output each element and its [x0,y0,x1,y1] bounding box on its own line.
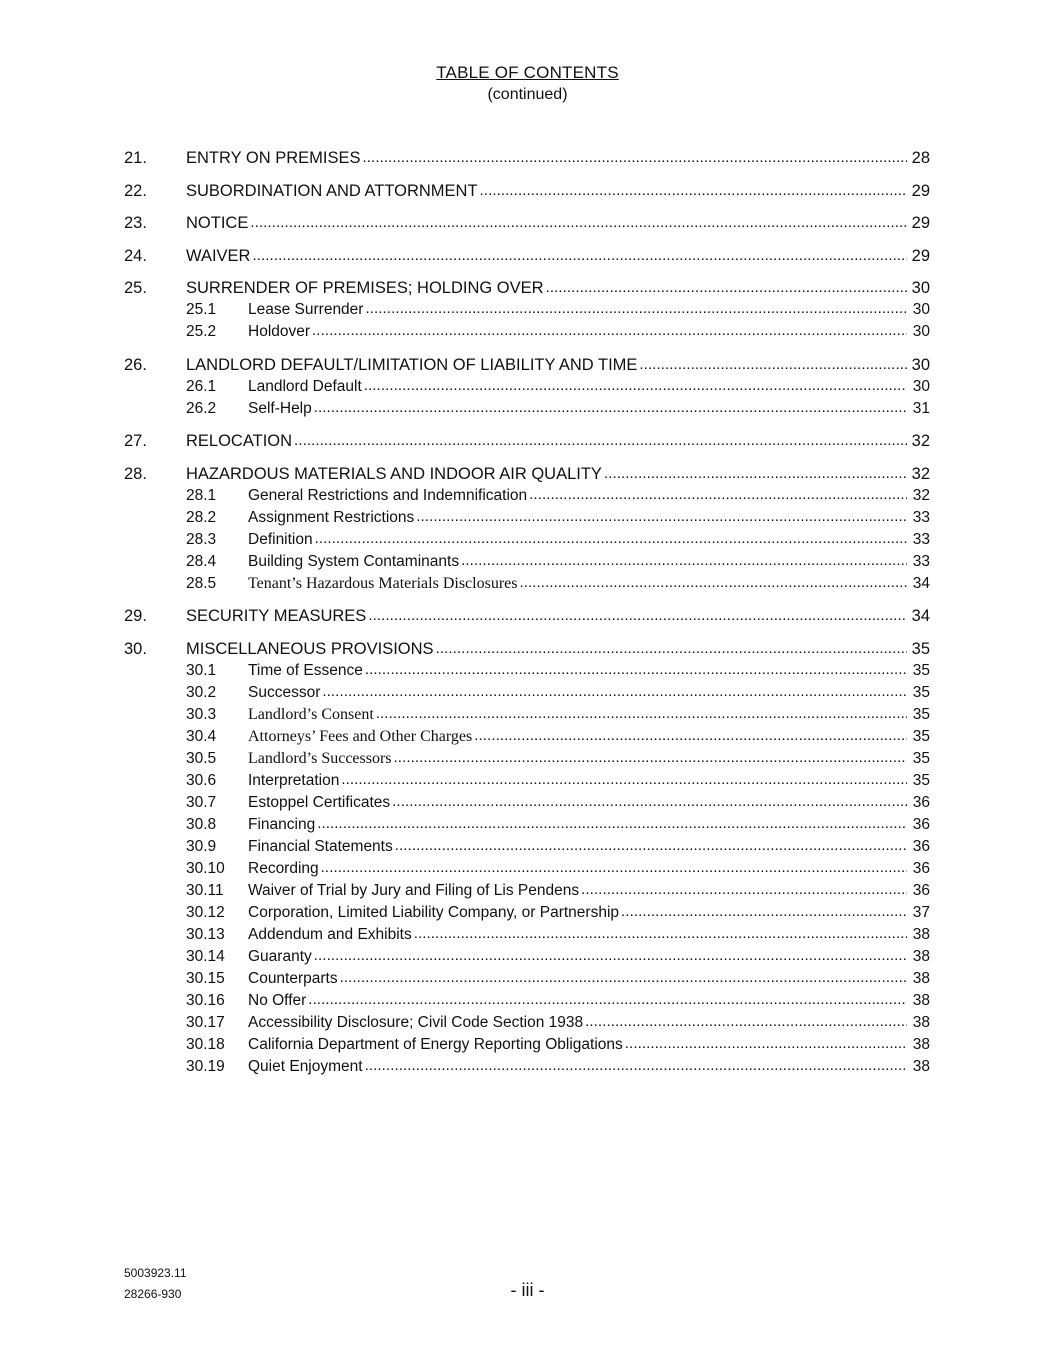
toc-entry-label: Time of Essence [248,661,363,679]
toc-entry-label: California Department of Energy Reporting Obligations [248,1035,623,1053]
toc-entry-label: Interpretation [248,771,340,789]
toc-subsection-entry[interactable] [124,770,930,792]
toc-entry-label: SECURITY MEASURES [186,607,367,625]
toc-entry-page: 32 [911,432,930,450]
toc-subsection-entry[interactable] [124,529,930,551]
toc-entry-number: 30.2 [186,683,217,701]
toc-entry-page: 38 [912,925,930,943]
toc-section-entry[interactable] [124,638,930,660]
toc-entry-number: 30.9 [186,837,217,855]
toc-entry-number: 22. [124,181,147,200]
toc-subsection-entry[interactable] [124,946,930,968]
toc-subsection-entry[interactable] [124,968,930,990]
toc-subsection-entry[interactable] [124,924,930,946]
table-of-contents [124,147,930,1078]
toc-entry-label: Recording [248,859,319,877]
dot-leader [461,550,907,572]
toc-entry-label: ENTRY ON PREMISES [186,149,361,167]
toc-entry-number: 24. [124,246,147,265]
toc-entry-page: 38 [912,1057,930,1075]
toc-entry-page: 33 [912,552,930,570]
toc-entry-page: 30 [912,377,930,395]
toc-entry-page: 30 [911,279,930,297]
toc-entry-number: 28.1 [186,486,217,504]
toc-section-entry[interactable] [124,180,930,202]
toc-section-entry[interactable] [124,605,930,627]
toc-entry-label: Holdover [248,323,311,340]
toc-section-entry[interactable] [124,354,930,376]
toc-subsection-entry[interactable] [124,814,930,836]
toc-entry-number: 30.19 [186,1057,225,1075]
toc-entry-page: 33 [912,508,930,526]
dot-leader [581,879,907,901]
toc-entry-number: 30.13 [186,925,225,943]
toc-entry-page: 29 [911,214,930,232]
toc-subsection-entry[interactable] [124,1034,930,1056]
toc-entry-page: 32 [912,486,930,504]
toc-entry-number: 28.3 [186,530,217,548]
toc-section-entry[interactable] [124,147,930,169]
dot-leader [474,725,907,747]
dot-leader [363,146,907,169]
dot-leader [621,901,907,923]
toc-entry-page: 30 [912,301,930,318]
dot-leader [365,659,907,681]
toc-entry-number: 30.4 [186,727,217,745]
toc-subsection-entry[interactable] [124,1012,930,1034]
toc-entry-number: 23. [124,214,147,232]
dot-leader [340,967,907,989]
dot-leader [321,857,907,879]
dot-leader [604,462,907,485]
dot-leader [314,945,907,967]
dot-leader [341,769,907,791]
dot-leader [322,681,907,703]
toc-entry-label: Counterparts [248,969,338,987]
toc-entry-label: Landlord’s Successors [248,749,392,767]
toc-entry-label: Landlord Default [248,377,362,395]
dot-leader [250,211,907,234]
toc-entry-page: 33 [912,530,930,548]
toc-entry-label: Attorneys’ Fees and Other Charges [248,727,473,745]
toc-entry-label: Estoppel Certificates [248,793,391,811]
toc-section-entry[interactable] [124,245,930,267]
dot-leader [314,397,907,419]
toc-entry-page: 35 [912,771,930,789]
toc-entry-number: 30.1 [186,661,217,679]
toc-subsection-entry[interactable] [124,299,930,321]
dot-leader [365,298,907,320]
dot-leader [416,506,907,528]
toc-subsection-entry[interactable] [124,551,930,573]
toc-entry-label: Quiet Enjoyment [248,1057,363,1075]
toc-subsection-entry[interactable] [124,880,930,902]
toc-entry-label: No Offer [248,991,307,1009]
toc-subsection-entry[interactable] [124,902,930,924]
toc-entry-page: 34 [912,574,930,592]
dot-leader [414,923,907,945]
toc-entry-label: Definition [248,530,313,548]
toc-entry-page: 38 [912,947,930,965]
toc-entry-page: 30 [911,355,930,374]
dot-leader [546,276,907,299]
toc-entry-number: 30.6 [186,771,217,789]
toc-entry-number: 30.18 [186,1035,225,1053]
toc-entry-label: Accessibility Disclosure; Civil Code Section 1938 [248,1013,584,1031]
toc-entry-number: 29. [124,607,147,625]
toc-entry-number: 28.2 [186,508,217,526]
toc-subsection-entry[interactable] [124,748,930,770]
toc-entry-number: 30.16 [186,991,225,1009]
toc-entry-page: 35 [912,749,930,767]
dot-leader [625,1033,907,1055]
dot-leader [317,813,907,835]
toc-entry-page: 35 [912,661,930,679]
toc-subsection-entry[interactable] [124,485,930,507]
toc-entry-number: 30.12 [186,903,225,921]
toc-entry-number: 26. [124,355,147,374]
toc-entry-number: 27. [124,432,147,450]
toc-subsection-entry[interactable] [124,573,930,595]
toc-entry-label: Addendum and Exhibits [248,925,412,943]
toc-entry-label: SUBORDINATION AND ATTORNMENT [186,181,478,200]
toc-entry-label: Corporation, Limited Liability Company, or Partnership [248,903,620,921]
toc-entry-number: 30. [124,639,147,658]
toc-entry-number: 30.15 [186,969,225,987]
toc-entry-number: 26.1 [186,377,217,395]
toc-section-entry[interactable] [124,277,930,299]
toc-entry-page: 35 [911,639,930,658]
toc-entry-page: 36 [912,815,930,833]
toc-entry-label: Landlord’s Consent [248,705,374,723]
dot-leader [308,989,907,1011]
toc-subsection-entry[interactable] [124,321,930,343]
toc-subsection-entry[interactable] [124,836,930,858]
toc-section-entry[interactable] [124,463,930,485]
toc-entry-page: 38 [912,1035,930,1053]
toc-entry-label: Self-Help [248,399,312,417]
toc-entry-page: 34 [911,607,930,625]
toc-entry-label: Financing [248,815,316,833]
toc-entry-page: 35 [912,705,930,723]
toc-entry-label: Tenant’s Hazardous Materials Disclosures [248,574,518,592]
toc-subsection-entry[interactable] [124,682,930,704]
toc-entry-page: 30 [912,323,930,340]
toc-entry-number: 30.8 [186,815,217,833]
toc-section-entry[interactable] [124,430,930,452]
toc-subsection-entry[interactable] [124,704,930,726]
toc-entry-label: Lease Surrender [248,301,364,318]
toc-entry-label: MISCELLANEOUS PROVISIONS [186,639,434,658]
toc-entry-label: Building System Contaminants [248,552,460,570]
toc-entry-number: 30.7 [186,793,217,811]
toc-entry-label: Waiver of Trial by Jury and Filing of Lis Pendens [248,881,580,899]
dot-leader [376,703,907,725]
toc-subsection-entry[interactable] [124,858,930,880]
dot-leader [519,572,907,594]
toc-entry-number: 30.10 [186,859,225,877]
toc-entry-page: 38 [912,991,930,1009]
toc-entry-page: 38 [912,1013,930,1031]
toc-subsection-entry[interactable] [124,792,930,814]
dot-leader [436,637,907,660]
toc-entry-number: 26.2 [186,399,217,417]
dot-leader [529,484,907,506]
toc-entry-label: Assignment Restrictions [248,508,415,526]
toc-entry-label: HAZARDOUS MATERIALS AND INDOOR AIR QUALITY [186,464,602,483]
dot-leader [395,835,907,857]
toc-entry-page: 36 [912,837,930,855]
toc-entry-label: Financial Statements [248,837,393,855]
toc-entry-page: 35 [912,727,930,745]
toc-subsection-entry[interactable] [124,507,930,529]
toc-entry-number: 25.1 [186,301,217,318]
toc-entry-number: 30.14 [186,947,225,965]
toc-entry-page: 37 [912,903,930,921]
dot-leader [368,604,907,627]
toc-entry-page: 36 [912,859,930,877]
toc-entry-page: 28 [911,149,930,167]
page-title: TABLE OF CONTENTS [436,63,619,82]
dot-leader [312,320,907,342]
toc-subsection-entry[interactable] [124,1056,930,1078]
toc-entry-label: Guaranty [248,947,312,965]
toc-entry-label: RELOCATION [186,432,293,450]
dot-leader [315,528,907,550]
toc-subsection-entry[interactable] [124,660,930,682]
dot-leader [585,1011,907,1033]
toc-entry-number: 28. [124,464,147,483]
toc-entry-page: 31 [912,399,930,417]
dot-leader [394,747,907,769]
toc-entry-page: 32 [911,464,930,483]
toc-entry-page: 29 [911,181,930,200]
toc-entry-number: 25.2 [186,323,217,340]
toc-entry-number: 25. [124,279,147,297]
toc-entry-label: LANDLORD DEFAULT/LIMITATION OF LIABILITY AND TIME [186,355,638,374]
toc-entry-number: 28.5 [186,574,217,592]
document-id: 5003923.11 [124,1266,187,1280]
dot-leader [365,1055,907,1077]
toc-section-entry[interactable] [124,212,930,234]
dot-leader [294,429,907,452]
toc-entry-number: 28.4 [186,552,217,570]
dot-leader [639,353,907,376]
page-number: - iii - [510,1280,545,1300]
toc-subsection-entry[interactable] [124,990,930,1012]
dot-leader [364,375,907,397]
toc-entry-label: Successor [248,683,321,701]
toc-entry-label: General Restrictions and Indemnification [248,486,528,504]
toc-entry-number: 30.5 [186,749,217,767]
toc-subsection-entry[interactable] [124,376,930,398]
toc-subsection-entry[interactable] [124,398,930,420]
dot-leader [252,244,907,267]
toc-subsection-entry[interactable] [124,726,930,748]
toc-entry-number: 30.3 [186,705,217,723]
toc-entry-page: 38 [912,969,930,987]
toc-entry-label: NOTICE [186,214,249,232]
matter-id: 28266-930 [124,1287,182,1301]
toc-entry-page: 36 [912,793,930,811]
toc-entry-number: 21. [124,149,147,167]
toc-entry-page: 36 [912,881,930,899]
dot-leader [392,791,907,813]
toc-entry-label: WAIVER [186,246,251,265]
toc-entry-label: SURRENDER OF PREMISES; HOLDING OVER [186,279,544,297]
toc-entry-number: 30.11 [186,881,224,899]
dot-leader [480,179,907,202]
page-subtitle: (continued) [487,86,568,103]
toc-entry-page: 29 [911,246,930,265]
toc-entry-page: 35 [912,683,930,701]
toc-entry-number: 30.17 [186,1013,225,1031]
